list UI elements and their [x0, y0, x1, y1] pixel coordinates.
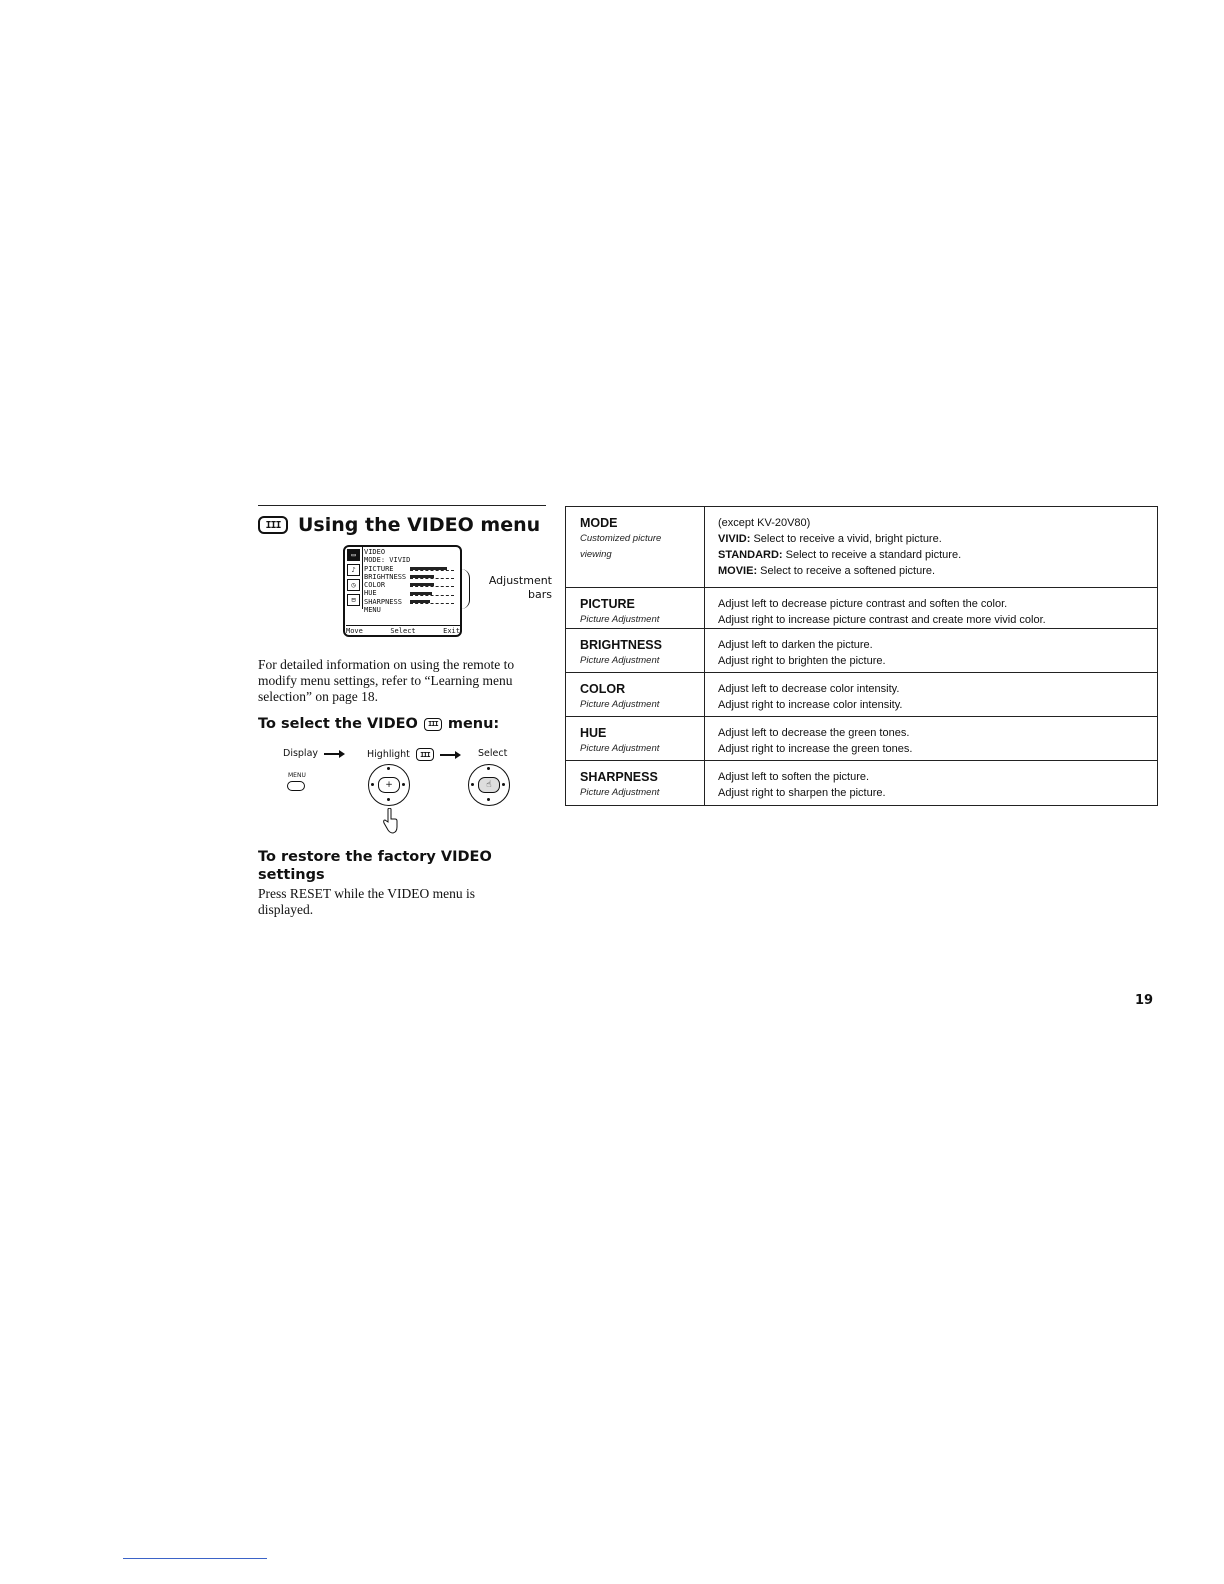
adjustment-bar-fill	[410, 600, 430, 603]
osd-line	[364, 573, 460, 581]
settings-table	[565, 506, 1158, 806]
description-text: Adjust right to increase the green tones.	[718, 743, 913, 755]
restore-paragraph: Press RESET while the VIDEO menu is displayed.	[258, 886, 475, 917]
description-text: Adjust left to darken the picture.	[718, 639, 873, 651]
video-tab-icon: ▭	[347, 549, 360, 561]
description-line	[718, 637, 1157, 653]
page-title: Using the VIDEO menu	[298, 514, 541, 536]
description-text: Adjust left to soften the picture.	[718, 771, 870, 783]
setting-cell	[566, 588, 705, 629]
osd-line	[364, 589, 460, 597]
adjustment-bar	[410, 600, 454, 604]
option-name: VIVID:	[718, 533, 751, 545]
adjustment-bar-fill	[410, 592, 432, 595]
adjustment-label-line1: Adjustment	[488, 574, 552, 587]
description-line	[718, 741, 1157, 757]
select-heading	[258, 716, 548, 732]
setting-name: PICTURE	[580, 597, 635, 611]
description-cell	[705, 717, 1158, 761]
step-select	[478, 748, 507, 759]
bottom-rule	[123, 1558, 267, 1559]
adjustment-bar	[410, 575, 454, 579]
setting-subtitle: Picture Adjustment	[580, 655, 660, 666]
description-text: Select to receive a softened picture.	[757, 565, 936, 577]
osd-line-label: MENU	[364, 606, 381, 615]
setting-subtitle: Picture Adjustment	[580, 699, 660, 710]
description-text: Adjust right to sharpen the picture.	[718, 787, 886, 799]
osd-line-label: MODE: VIVID	[364, 556, 410, 565]
pointing-finger-icon	[382, 808, 398, 834]
description-line	[718, 785, 1157, 801]
arrow-icon	[324, 753, 340, 755]
osd-line-label: COLOR	[364, 581, 386, 590]
osd-exit-label: Exit	[443, 627, 460, 635]
table-row	[566, 673, 1158, 717]
adjustment-bracket	[461, 569, 470, 609]
table-row	[566, 507, 1158, 588]
setting-cell	[566, 629, 705, 673]
description-line	[718, 563, 1157, 579]
setting-name: SHARPNESS	[580, 770, 658, 784]
description-line	[718, 681, 1157, 697]
video-menu-icon: III	[424, 718, 442, 731]
description-text: Adjust right to increase color intensity.	[718, 699, 903, 711]
setting-name: BRIGHTNESS	[580, 638, 662, 652]
section-title	[258, 510, 548, 540]
option-name: MOVIE:	[718, 565, 758, 577]
osd-lines	[364, 548, 460, 614]
osd-select-label: Select	[390, 627, 416, 635]
adjustment-bars-label	[472, 574, 552, 602]
adjustment-bar	[410, 583, 454, 587]
adjustment-bar-fill	[410, 575, 434, 578]
setting-name: MODE	[580, 516, 618, 530]
step-display-label: Display	[283, 748, 319, 759]
description-line	[718, 531, 1157, 547]
description-cell	[705, 761, 1158, 806]
table-row	[566, 588, 1158, 629]
description-cell	[705, 673, 1158, 717]
description-text: Select to receive a standard picture.	[782, 549, 962, 561]
menu-button-icon	[287, 781, 305, 791]
osd-move-label: Move	[346, 627, 363, 635]
description-text: Adjust right to brighten the picture.	[718, 655, 886, 667]
description-text: (except KV-20V80)	[718, 517, 811, 529]
adjustment-bar-fill	[410, 583, 434, 586]
description-line	[718, 653, 1157, 669]
setting-name: COLOR	[580, 682, 626, 696]
setting-subtitle: Picture Adjustment	[580, 614, 660, 625]
description-line	[718, 697, 1157, 713]
setting-name: HUE	[580, 726, 607, 740]
menu-button-label: MENU	[288, 772, 306, 779]
description-text: Adjust left to decrease the green tones.	[718, 727, 910, 739]
timer-tab-icon: ◷	[347, 579, 360, 591]
osd-icon-column	[345, 547, 363, 609]
option-name: STANDARD:	[718, 549, 783, 561]
osd-line-label: PICTURE	[364, 564, 394, 573]
osd-header	[364, 548, 460, 556]
intro-paragraph: For detailed information on using the remote to modify menu settings, refer to “Learning menu selection” on page 18.	[258, 657, 515, 704]
setting-cell	[566, 717, 705, 761]
select-heading-text: To select the VIDEO	[258, 716, 418, 732]
video-menu-icon: III	[258, 516, 288, 534]
osd-header-label: VIDEO	[364, 548, 386, 556]
adjustment-bar	[410, 592, 454, 596]
description-text: Select to receive a vivid, bright picture.	[750, 533, 942, 545]
arrow-icon	[440, 754, 456, 756]
page-number: 19	[1135, 993, 1154, 1008]
step-select-label: Select	[478, 748, 508, 759]
adjustment-bar	[410, 567, 454, 571]
table-row	[566, 717, 1158, 761]
step-highlight-label: Highlight	[367, 749, 410, 760]
restore-heading: To restore the factory VIDEO settings	[258, 849, 492, 883]
setting-cell	[566, 761, 705, 806]
video-menu-icon: III	[416, 748, 434, 761]
setting-subtitle: Picture Adjustment	[580, 787, 660, 798]
description-cell	[705, 629, 1158, 673]
setting-subtitle: Customized picture viewing	[580, 533, 662, 560]
description-cell	[705, 507, 1158, 588]
setting-cell	[566, 673, 705, 717]
description-cell	[705, 588, 1158, 629]
joystick-highlight-icon	[368, 764, 410, 806]
joystick-press-icon: ☝	[478, 777, 500, 793]
osd-line	[364, 606, 460, 614]
osd-line-label: SHARPNESS	[364, 597, 402, 606]
description-line	[718, 596, 1157, 612]
description-line	[718, 547, 1157, 563]
adjustment-bar-fill	[410, 567, 447, 570]
table-row	[566, 761, 1158, 806]
description-text: Adjust right to increase picture contrast and create more vivid color.	[718, 614, 1046, 626]
osd-status-bar	[346, 625, 460, 636]
osd-line-label: HUE	[364, 589, 377, 598]
joystick-center-icon: +	[378, 777, 400, 793]
description-line	[718, 769, 1157, 785]
osd-line	[364, 565, 460, 573]
description-text: Adjust left to decrease picture contrast and soften the color.	[718, 598, 1008, 610]
description-text: Adjust left to decrease color intensity.	[718, 683, 900, 695]
osd-line	[364, 581, 460, 589]
osd-line-label: BRIGHTNESS	[364, 572, 407, 581]
table-row	[566, 629, 1158, 673]
select-heading-tail: menu:	[447, 716, 500, 732]
setting-cell	[566, 507, 705, 588]
osd-line-list	[364, 556, 460, 614]
osd-line	[364, 598, 460, 606]
adjustment-label-line2: bars	[528, 588, 552, 601]
joystick-select-icon	[468, 764, 510, 806]
title-rule	[258, 505, 546, 506]
description-line	[718, 612, 1157, 628]
description-line	[718, 725, 1157, 741]
setup-tab-icon: ⊟	[347, 594, 360, 606]
audio-tab-icon: ♪	[347, 564, 360, 576]
step-highlight	[367, 748, 456, 761]
step-display	[283, 748, 340, 759]
description-line	[718, 515, 1157, 531]
setting-subtitle: Picture Adjustment	[580, 743, 660, 754]
osd-line	[364, 556, 460, 564]
